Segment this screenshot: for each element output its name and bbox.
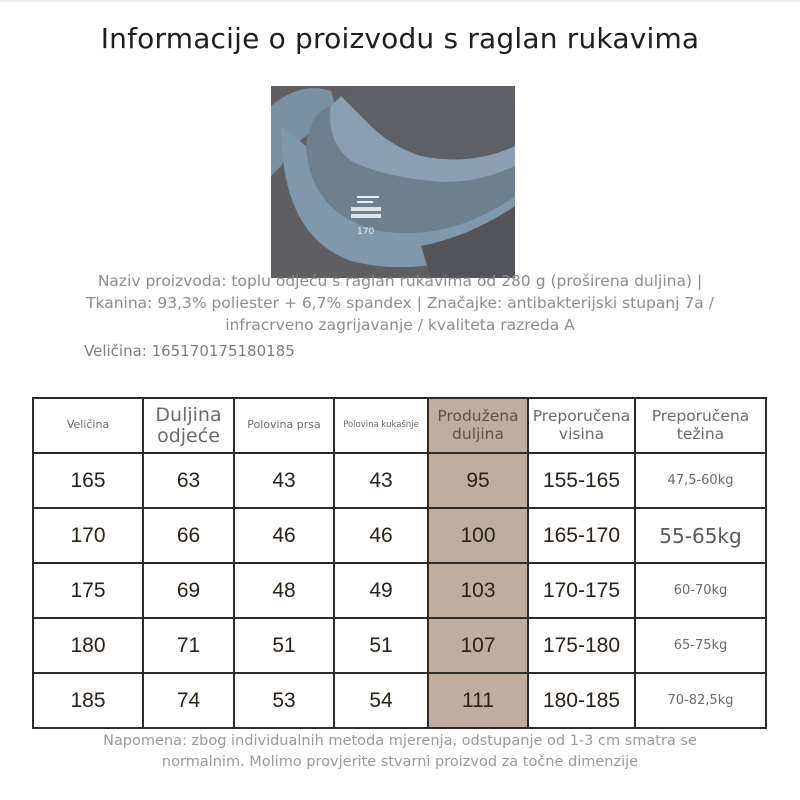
header-half-hip: Polovina kukašnje [334, 398, 428, 453]
header-garment-length: Duljina odjeće [143, 398, 234, 453]
cell-recommended-weight: 47,5-60kg [635, 453, 766, 508]
header-size: Veličina [33, 398, 143, 453]
header-recommended-weight: Preporučena težina [635, 398, 766, 453]
table-row [33, 453, 766, 508]
cell-garment-length: 74 [143, 673, 234, 728]
table-header-row [33, 398, 766, 453]
header-recommended-height: Preporučena visina [528, 398, 635, 453]
table-row [33, 508, 766, 563]
available-sizes: Veličina: 165170175180185 [84, 342, 295, 360]
measurement-note [40, 731, 760, 773]
cell-half-hip: 51 [334, 618, 428, 673]
cell-garment-length: 71 [143, 618, 234, 673]
note-line-1: Napomena: zbog individualnih metoda mjerenja, odstupanje od 1-3 cm smatra se [103, 733, 697, 749]
cell-recommended-height: 180-185 [528, 673, 635, 728]
cell-garment-length: 66 [143, 508, 234, 563]
cell-extended-length: 95 [428, 453, 528, 508]
cell-extended-length: 107 [428, 618, 528, 673]
table-row [33, 618, 766, 673]
cell-recommended-weight: 60-70kg [635, 563, 766, 618]
cell-recommended-height: 155-165 [528, 453, 635, 508]
fabric-features-line: Tkanina: 93,3% poliester + 6,7% spandex | Značajke: antibakterijski stupanj 7a / [86, 294, 714, 312]
cell-garment-length: 69 [143, 563, 234, 618]
cell-extended-length: 103 [428, 563, 528, 618]
cell-size: 185 [33, 673, 143, 728]
top-strip [0, 0, 800, 2]
cell-recommended-height: 165-170 [528, 508, 635, 563]
header-extended-length: Produžena duljina [428, 398, 528, 453]
cell-size: 165 [33, 453, 143, 508]
header-half-chest: Polovina prsa [234, 398, 334, 453]
cell-garment-length: 63 [143, 453, 234, 508]
cell-half-chest: 48 [234, 563, 334, 618]
cell-extended-length: 111 [428, 673, 528, 728]
cell-extended-length: 100 [428, 508, 528, 563]
cell-recommended-height: 175-180 [528, 618, 635, 673]
cell-half-hip: 54 [334, 673, 428, 728]
cell-recommended-weight: 70-82,5kg [635, 673, 766, 728]
cell-size: 180 [33, 618, 143, 673]
cell-recommended-weight: 55-65kg [635, 508, 766, 563]
cell-half-hip: 49 [334, 563, 428, 618]
cell-recommended-weight: 65-75kg [635, 618, 766, 673]
thermal-top-collar-image [271, 86, 515, 278]
cell-half-chest: 46 [234, 508, 334, 563]
table-row [33, 563, 766, 618]
features-line: infracrveno zagrijavanje / kvaliteta razreda A [225, 316, 575, 334]
product-name-line: Naziv proizvoda: toplu odjeću s raglan rukavima od 280 g (proširena duljina) | [97, 272, 703, 290]
note-line-2: normalnim. Molimo provjerite stvarni proizvod za točne dimenzije [161, 754, 639, 770]
cell-half-chest: 43 [234, 453, 334, 508]
cell-size: 175 [33, 563, 143, 618]
product-info [40, 270, 760, 336]
cell-half-chest: 53 [234, 673, 334, 728]
product-photo [271, 86, 515, 278]
page-title: Informacije o proizvodu s raglan rukavima [100, 22, 700, 55]
cell-recommended-height: 170-175 [528, 563, 635, 618]
size-chart-table [32, 397, 767, 729]
svg-text:170: 170 [357, 227, 375, 237]
cell-half-hip: 46 [334, 508, 428, 563]
cell-half-chest: 51 [234, 618, 334, 673]
cell-size: 170 [33, 508, 143, 563]
table-row [33, 673, 766, 728]
cell-half-hip: 43 [334, 453, 428, 508]
